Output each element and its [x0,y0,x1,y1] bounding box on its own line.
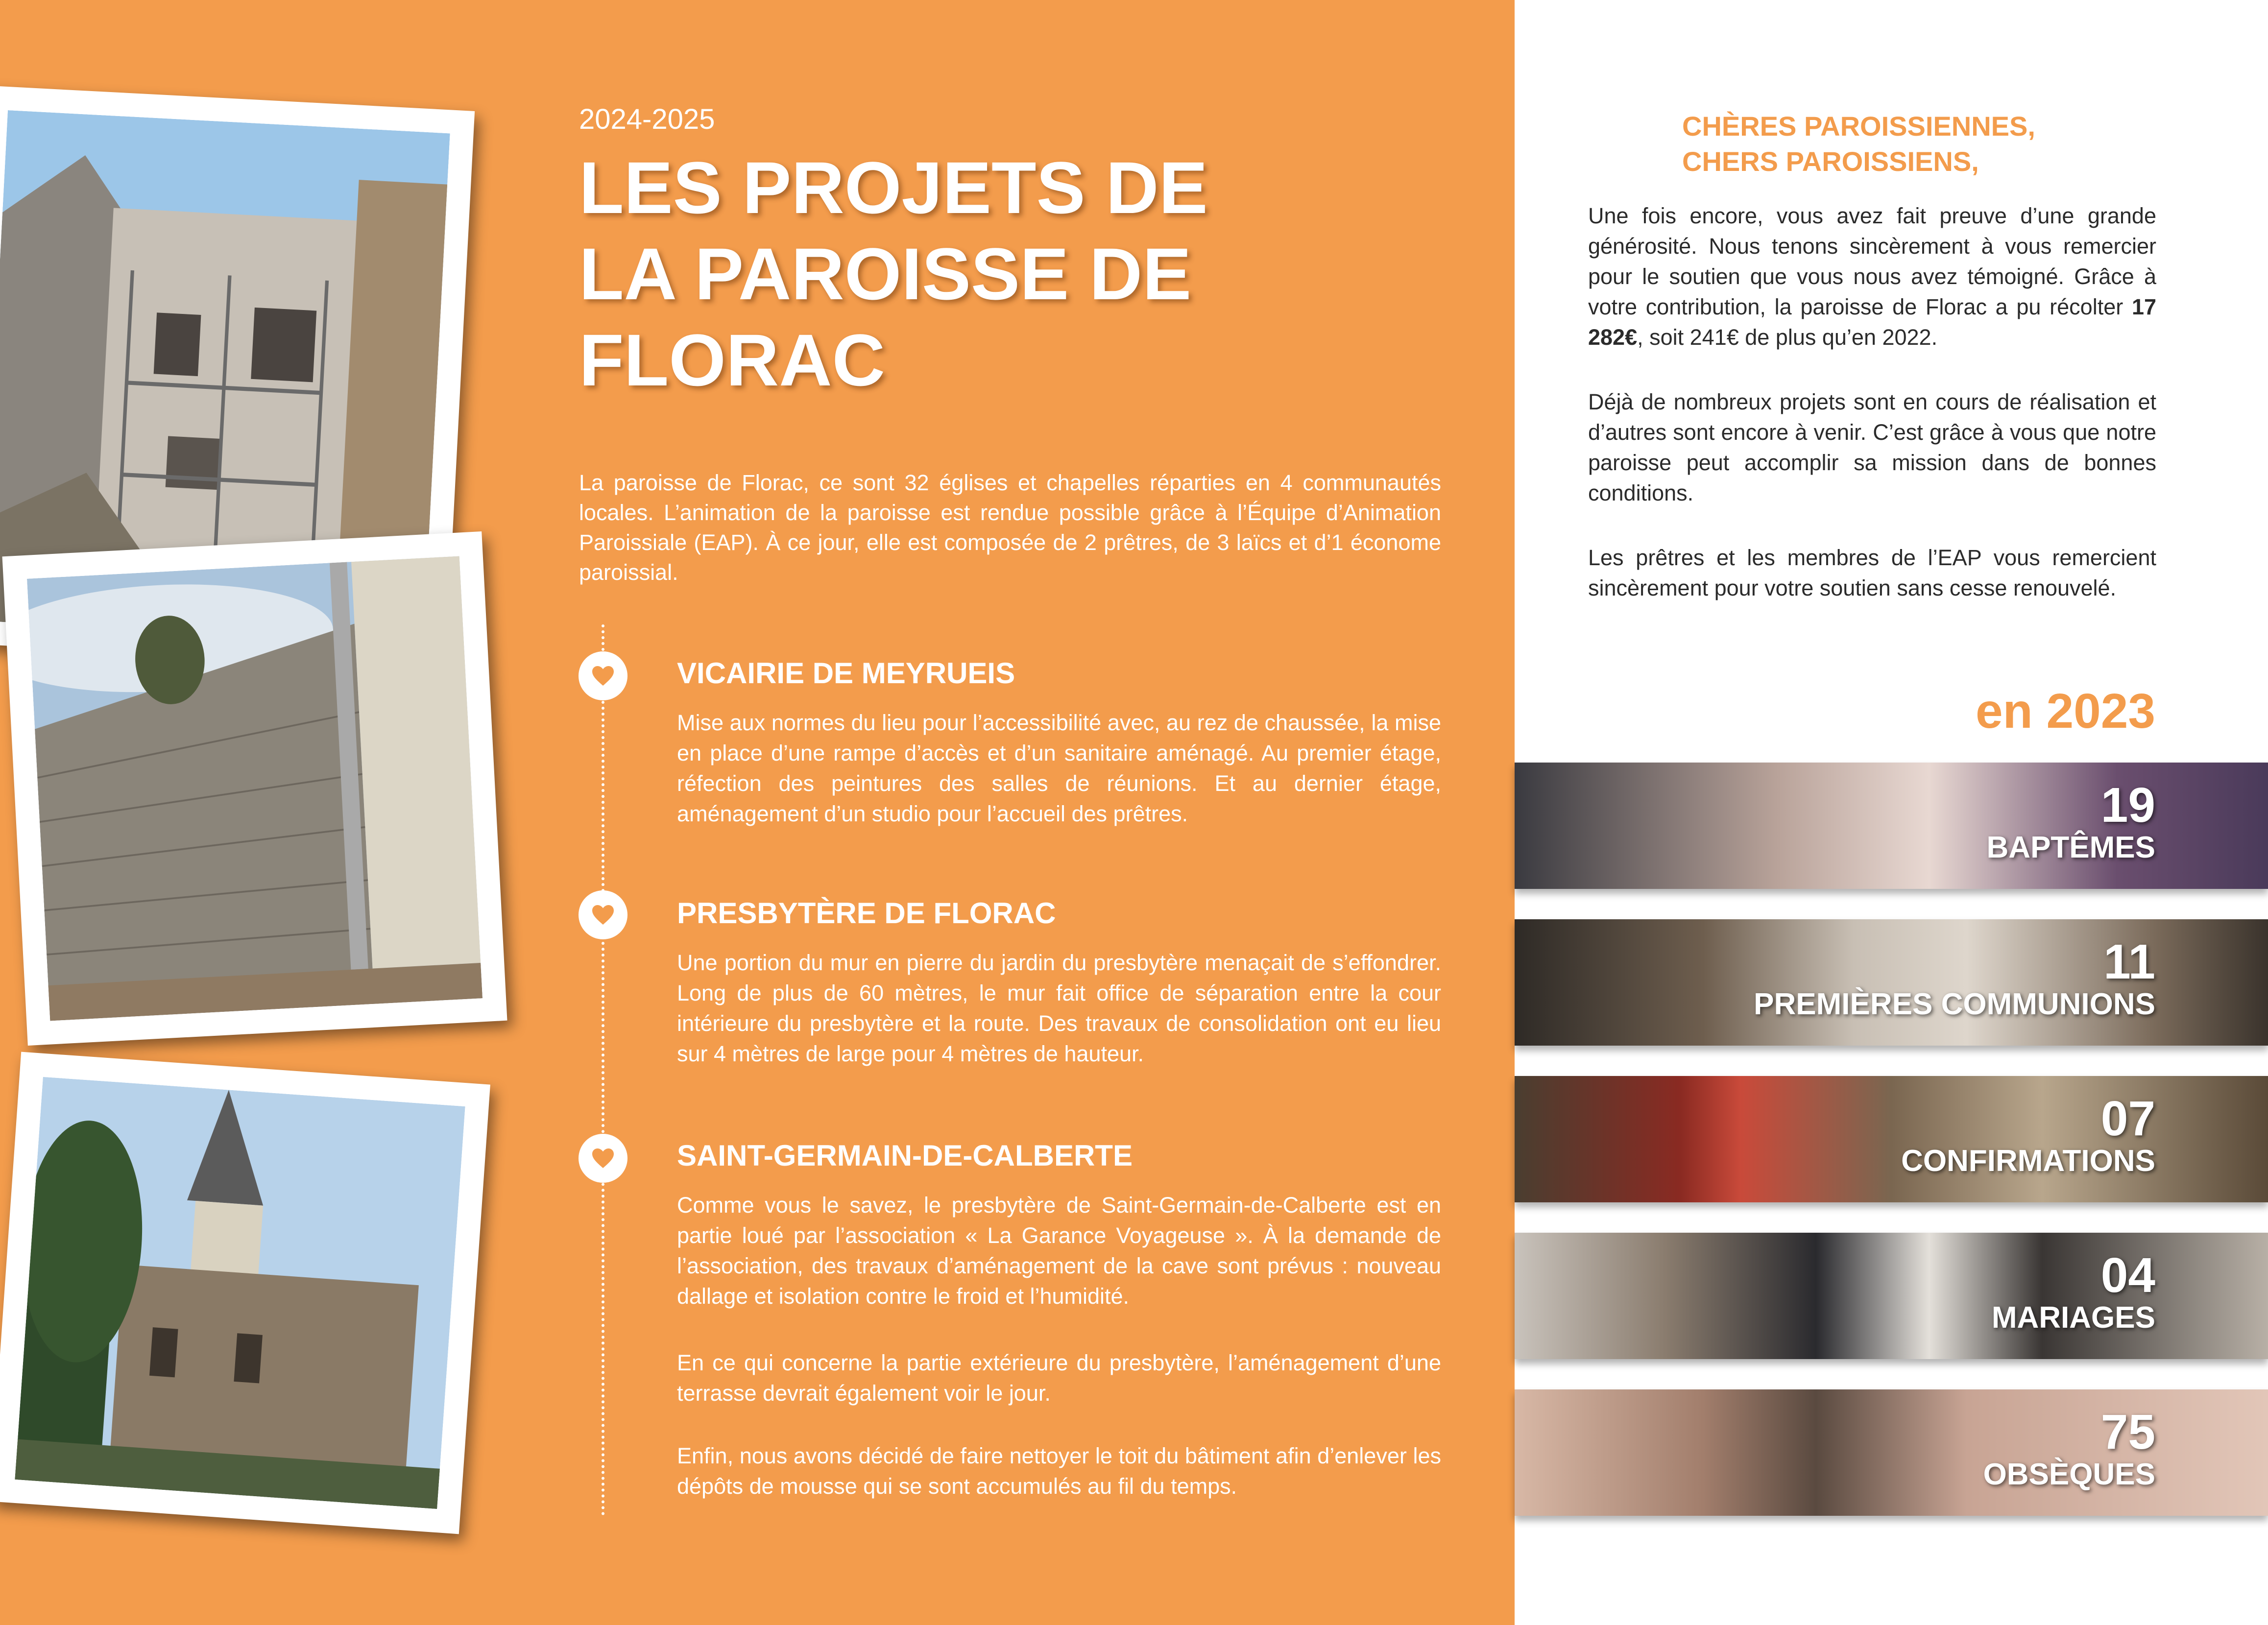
stat-banner-confirmations [1515,1076,2268,1202]
stat-banner-obseques [1515,1389,2268,1516]
stat-number: 19 [2100,778,2155,833]
photo-church [0,1052,490,1534]
stat-number: 04 [2100,1248,2155,1303]
letter-p1-text: Une fois encore, vous avez fait preuve d’une grande générosité. Nous tenons sincèrement à vous remercier pour le soutien que vous nous avez témoigné. Grâce à votre contribution, la paroisse de Florac a pu récolter [1588,203,2156,319]
stat-number: 07 [2100,1091,2155,1146]
project-text-saint-germain-3: Enfin, nous avons décidé de faire nettoyer le toit du bâtiment afin d’enlever les dépôts de mousse qui se sont accumulés au fil du temps. [677,1443,1441,1499]
greeting-line-1: CHÈRES PAROISSIENNES, [1682,111,2035,142]
stat-banner-baptemes [1515,763,2268,889]
donation-amount: 17 282€ [1588,294,2156,350]
timeline-dotted-line [602,624,604,1516]
stats-heading: en 2023 [1976,684,2155,739]
timeline-marker-3 [579,1134,627,1183]
project-title-meyrueis: VICAIRIE DE MEYRUEIS [677,657,1015,690]
stat-label: OBSÈQUES [1983,1458,2155,1491]
heart-icon [591,904,615,926]
stat-banner-mariages [1515,1233,2268,1359]
stat-label: MARIAGES [1991,1301,2155,1335]
project-text-saint-germain-1: Comme vous le savez, le presbytère de Saint-Germain-de-Calberte est en partie loué par l’association « La Garance Voyageuse ». À la demande de l’association, des travaux d’aménagement de la cave sont prévus : nouveau dallage et isolation contre le froid et l’humidité. [677,1193,1441,1309]
heart-icon [591,665,615,687]
stat-label: CONFIRMATIONS [1901,1144,2155,1178]
title-line-1: LES PROJETS DE [579,146,1208,229]
stat-label: PREMIÈRES COMMUNIONS [1754,987,2155,1021]
year-label: 2024-2025 [579,103,715,135]
heart-icon [591,1147,615,1169]
project-text-saint-germain-2: En ce qui concerne la partie extérieure du presbytère, l’aménagement d’une terrasse devrait également voir le jour. [677,1350,1441,1406]
title-line-3: FLORAC [579,319,885,401]
photo-stone-wall [2,531,507,1046]
project-title-florac: PRESBYTÈRE DE FLORAC [677,897,1056,930]
project-text-meyrueis: Mise aux normes du lieu pour l’accessibilité avec, au rez de chaussée, la mise en place d’une rampe d’accès et d’un sanitaire aménagé. Au premier étage, réfection des peintures des salles de réunions. Et au dernier étage, aménagement d’un studio pour l’accueil des prêtres. [677,710,1441,826]
letter-p1-tail: , soit 241€ de plus qu’en 2022. [1637,325,1938,350]
stat-banner-communions [1515,919,2268,1046]
stat-number: 11 [2103,934,2155,989]
timeline-marker-2 [579,890,627,939]
project-title-saint-germain: SAINT-GERMAIN-DE-CALBERTE [677,1139,1133,1172]
letter-paragraph-1 [1588,201,2156,353]
stat-label: BAPTÊMES [1986,831,2155,864]
project-text-florac: Une portion du mur en pierre du jardin du presbytère menaçait de s’effondrer. Long de plus de 60 mètres, le mur fait office de séparation entre la cour intérieure du presbytère et la route. Des travaux de consolidation ont eu lieu sur 4 mètres de large pour 4 mètres de hauteur. [677,950,1441,1066]
greeting-line-2: CHERS PAROISSIENS, [1682,146,1979,177]
title-line-2: LA PAROISSE DE [579,233,1192,315]
letter-greeting [1682,109,2035,179]
timeline-marker-1 [579,651,627,700]
intro-paragraph: La paroisse de Florac, ce sont 32 églises et chapelles réparties en 4 communautés locales. L’animation de la paroisse est rendue possible grâce à l’Équipe d’Animation Paroissiale (EAP). À ce jour, elle est composée de 2 prêtres, de 3 laïcs et d’1 économe paroissial. [579,470,1441,585]
page-title [579,144,1265,403]
letter-paragraph-3: Les prêtres et les membres de l’EAP vous remercient sincèrement pour votre soutien sans cesse renouvelé. [1588,545,2156,600]
stat-number: 75 [2100,1405,2155,1459]
letter-paragraph-2: Déjà de nombreux projets sont en cours de réalisation et d’autres sont encore à venir. C’est grâce à vous que notre paroisse peut accomplir sa mission dans de bonnes conditions. [1588,389,2156,505]
